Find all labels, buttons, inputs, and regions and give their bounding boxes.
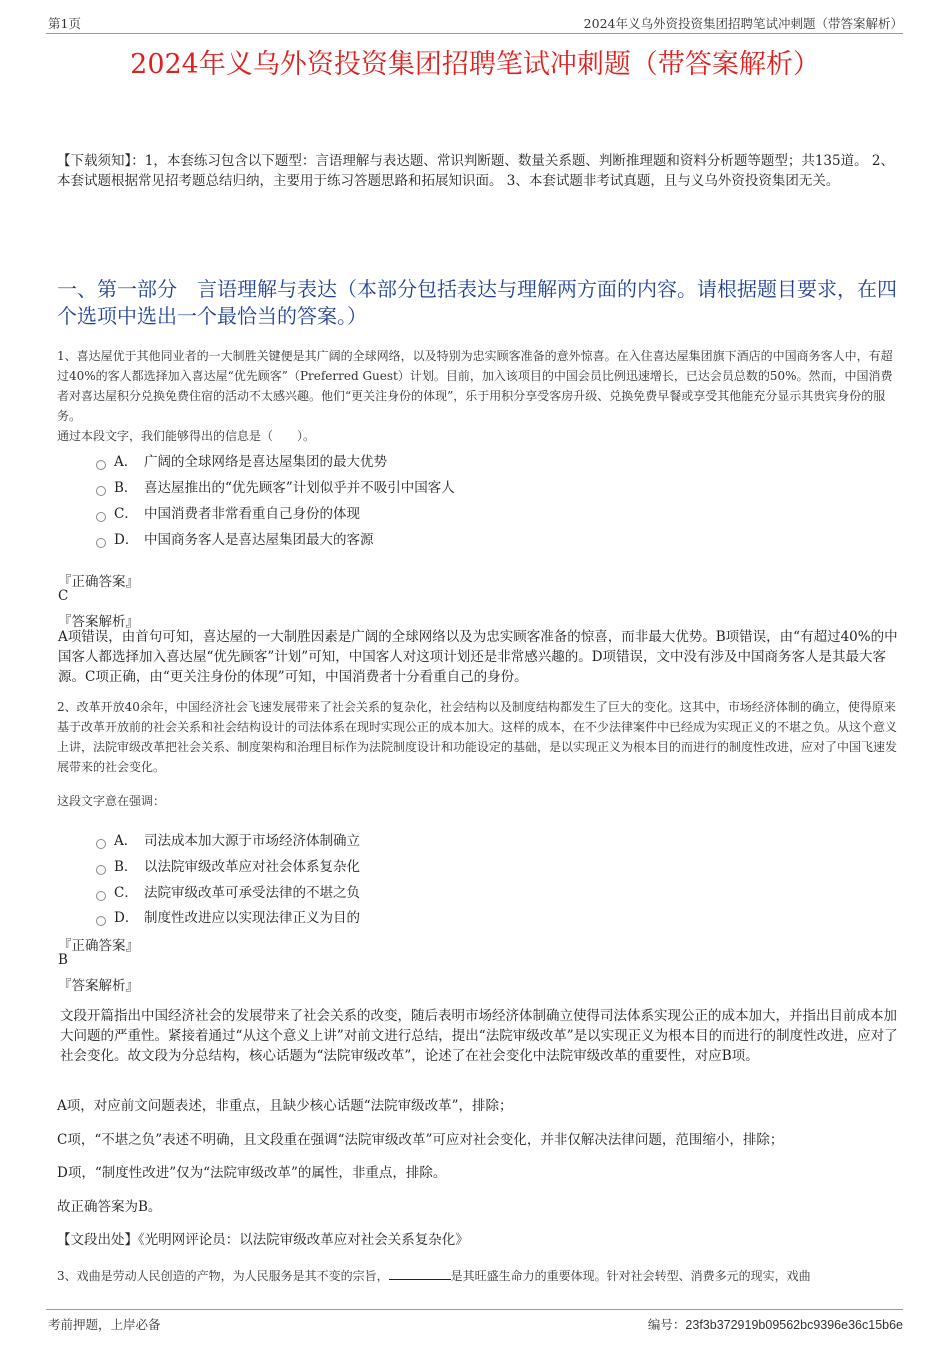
document-title: 2024年义乌外资投资集团招聘笔试冲刺题（带答案解析） (130, 49, 820, 80)
question-3-stem: 3、戏曲是劳动人民创造的产物，为人民服务是其不变的宗旨， 是其旺盛生命力的重要体现。针对社会转型、消费多元的现实，戏曲 (57, 1269, 811, 1283)
analysis-label: 『答案解析』 (58, 978, 139, 994)
analysis-label: 『答案解析』 (58, 614, 139, 630)
analysis-conclusion: 故正确答案为B。 (57, 1199, 162, 1215)
question-1-option-b[interactable]: B． 喜达屋推出的“优先顾客”计划似乎并不吸引中国客人 (96, 476, 455, 496)
question-1-option-d[interactable]: D． 中国商务客人是喜达屋集团最大的客源 (96, 528, 374, 548)
section-title: 一、第一部分 言语理解与表达（本部分包括表达与理解两方面的内容。请根据题目要求，在四个选项中选出一个最恰当的答案。） (57, 277, 897, 328)
radio-icon[interactable] (96, 916, 106, 926)
question-1-option-c[interactable]: C． 中国消费者非常看重自己身份的体现 (96, 502, 360, 522)
question-1-prompt: 通过本段文字，我们能够得出的信息是（ ）。 (57, 429, 316, 443)
footer-slogan: 考前押题，上岸必备 (48, 1317, 161, 1332)
header-rule (46, 33, 903, 34)
page-number: 第1页 (48, 16, 81, 31)
document-code: 编号：23f3b372919b09562bc9396e36c15b6e (647, 1317, 903, 1332)
radio-icon[interactable] (96, 460, 106, 470)
question-2-option-b[interactable]: B． 以法院审级改革应对社会体系复杂化 (96, 855, 360, 875)
analysis-text: A项错误，由首句可知，喜达屋的一大制胜因素是广阔的全球网络以及为忠实顾客准备的惊喜，而非最大优势。B项错误，由“有超过40%的中国客人都选择加入喜达屋“优先顾客”计划”可知，中国客人对这项计划还是非常感兴趣的。D项错误，文中没有涉及中国商务客人是其最大客源。C项正确，由“更关注身份的体现”可知，中国消费者十分看重自己的身份。 (58, 629, 898, 685)
running-title: 2024年义乌外资投资集团招聘笔试冲刺题（带答案解析） (583, 16, 903, 31)
analysis-paragraph: 文段开篇指出中国经济社会的发展带来了社会关系的改变，随后表明市场经济体制确立使得司法体系实现公正的成本加大，并指出目前成本加大问题的严重性。紧接着通过“从这个意义上讲”对前文进行总结，提出“法院审级改革”是以实现正义为根本目的而进行的制度性改进，应对了社会变化。故文段为分总结构，核心话题为“法院审级改革”，论述了在社会变化中法院审级改革的重要性，对应B项。 (60, 1008, 898, 1064)
answer-label: 『正确答案』 (58, 938, 139, 954)
radio-icon[interactable] (96, 486, 106, 496)
answer-label: 『正确答案』 (58, 574, 139, 590)
radio-icon[interactable] (96, 512, 106, 522)
radio-icon[interactable] (96, 865, 106, 875)
source-citation: 【文段出处】《光明网评论员：以法院审级改革应对社会关系复杂化》 (57, 1232, 469, 1248)
question-1-stem: 1、喜达屋优于其他同业者的一大制胜关键便是其广阔的全球网络，以及特别为忠实顾客准备的意外惊喜。在入住喜达屋集团旗下酒店的中国商务客人中，有超过40%的客人都选择加入喜达屋“优先顾客”（Preferred Guest）计划。目前，加入该项目的中国会员比例迅速增长，已达会员总数的50%。然而，中国消费者对喜达屋积分兑换免费住宿的活动不太感兴趣。他们“更关注身份的体现”，乐于用积分享受客房升级、兑换免费早餐或享受其他能充分显示其贵宾身份的服务。 (57, 349, 893, 423)
analysis-paragraph: A项，对应前文问题表述，非重点，且缺少核心话题“法院审级改革”，排除； (57, 1098, 513, 1114)
radio-icon[interactable] (96, 538, 106, 548)
radio-icon[interactable] (96, 839, 106, 849)
question-2-option-d[interactable]: D． 制度性改进应以实现法律正义为目的 (96, 906, 360, 926)
footer-rule (46, 1309, 903, 1310)
question-2-stem: 2、改革开放40余年，中国经济社会飞速发展带来了社会关系的复杂化，社会结构以及制度结构都发生了巨大的变化。这其中，市场经济体制的确立，使得原来基于改革开放前的社会关系和社会结构设计的司法体系在现时实现公正的成本加大。这样的成本，在不少法律案件中已经成为实现正义的不堪之负。从这个意义上讲，法院审级改革把社会关系、制度架构和治理目标作为法院制度设计和功能设定的基础，是以实现正义为根本目的而进行的制度性改进，应对了中国飞速发展带来的社会变化。 (57, 700, 898, 774)
radio-icon[interactable] (96, 891, 106, 901)
question-2-option-a[interactable]: A． 司法成本加大源于市场经济体制确立 (96, 829, 360, 849)
analysis-paragraph: C项，“不堪之负”表述不明确，且文段重在强调“法院审级改革”可应对社会变化，并非仅解决法律问题，范围缩小，排除； (57, 1132, 784, 1148)
analysis-paragraph: D项，“制度性改进”仅为“法院审级改革”的属性，非重点，排除。 (57, 1165, 447, 1181)
question-2-option-c[interactable]: C． 法院审级改革可承受法律的不堪之负 (96, 881, 360, 901)
question-1-option-a[interactable]: A． 广阔的全球网络是喜达屋集团的最大优势 (96, 450, 387, 470)
fill-blank (389, 1279, 451, 1280)
question-2-prompt: 这段文字意在强调： (57, 794, 166, 808)
download-notice: 【下载须知】：1，本套练习包含以下题型：言语理解与表达题、常识判断题、数量关系题、判断推理题和资料分析题等题型；共135道。 2、本套试题根据常见招考题总结归纳，主要用于练习答题思路和拓展知识面。 3、本套试题非考试真题，且与义乌外资投资集团无关。 (57, 153, 894, 189)
answer-value: B (58, 952, 68, 968)
answer-value: C (58, 588, 69, 604)
